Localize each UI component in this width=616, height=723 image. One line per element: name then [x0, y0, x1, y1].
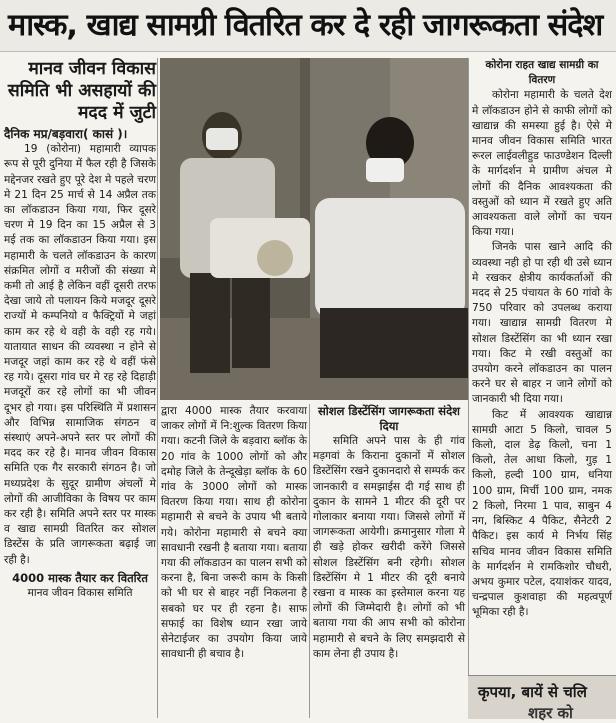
column-4 — [472, 58, 612, 675]
col1-subhead: 4000 मास्क तैयार कर वितरित — [12, 570, 148, 585]
ad-line-2: शहर को — [528, 704, 573, 722]
col4-paragraph-2: जिनके पास खाने आदि की व्यवस्था नही हो पा रही थी उसे ध्यान मे रखकर क्षेत्रीय कार्यकर्ताओं की मदद से 25 पंचायत के 60 गांवो के 750 परिवार को उपलब्ध कराया गया। खाद्यान्न सामग्री वितरण मे सोशल डिस्टेंसिंग का भी ध्यान रखा गया। किट मे रखी वस्तुओं का उपयोग करने लॉकडाउन का पालन करने घर से बाहर न जाने लोगों को जानकारी भी दिया गया। — [472, 241, 612, 406]
col3-paragraph: समिति अपने पास के ही गांव मड़गवां के किराना दुकानों में सोशल डिस्टेंसिंग रखने दुकानदारो से सम्पर्क कर जानकारी व समझाईस दी गई साथ ही दुकान के सामने 1 मीटर की दूरी पर गोलाकार बनाया गया। जिससे लोगों में जागरूकता आयेगी। क्रमानुसार गोला मे ही खड़े होकर खरीदी करेंगे जिससे सोशल डिस्टेंसिंग बनी रहेगी। सोशल डिस्टेंसिंग मे 1 मीटर की दूरी बनाये रखना व मास्क का इस्तेमाल करना यह लोगों की जिम्मेदारी है। लोगों को भी बताया गया की आप सभी को कोरोना महामारी से बचने के लिए समझदारी से काम लेना ही उपाय है। — [313, 435, 465, 660]
col1-tail: मानव जीवन विकास समिति — [27, 586, 133, 599]
column-1 — [4, 58, 156, 718]
column-2 — [161, 404, 307, 718]
column-3 — [313, 404, 465, 718]
col2-paragraph: द्वारा 4000 मास्क तैयार करवाया जाकर लोगों में नि:शुल्क वितरण किया गया। कटनी जिले के बड़वारा ब्लॉक के 20 गांव के 1000 लोगों को और दमोह जिले के तेन्दूखेड़ा ब्लॉक के 60 गांव के 3000 लोगों को मास्क वितरण किया गया। साथ ही कोरोना महामारी से बचने के उपाय भी बताये गये। कोरोना महामारी से बचने क्या सावधानी रखनी है बताया गया। बताया गया की लॉकडाउन का पालन सभी को करना है, बिना जरूरी काम के किसी को भी घर से बाहर नहीं निकलना है सबको घर पर ही रहना है। साफ सफाई का विशेष ध्यान रखा जाये सेनेटाईजर का उपयोग किया जाये सावधानी ही बचाव है। — [161, 405, 307, 661]
advertisement-strip — [468, 675, 616, 722]
headline-banner — [0, 0, 616, 52]
col4-subhead: कोरोना राहत खाद्य सामग्री का वितरण — [485, 59, 599, 87]
column-divider — [157, 58, 158, 718]
col3-subhead: सोशल डिस्टेंसिंग जागरूकता संदेश दिया — [318, 404, 460, 433]
news-photo — [160, 58, 468, 400]
column-divider — [309, 404, 310, 718]
headline: मास्क, खाद्य सामग्री वितरित कर दे रही जागरूकता संदेश — [8, 8, 603, 43]
column-divider — [468, 58, 469, 675]
subheadline: मानव जीवन विकास समिति भी असहायों की मदद में जुटी — [7, 59, 156, 123]
ad-line-1: कृपया, बायें से चलि — [478, 683, 587, 701]
col4-paragraph-3: किट में आवश्यक खाद्यान्न सामग्री आटा 5 किलो, चावल 5 किलो, दाल डेढ़ किलो, चना 1 किलो, तेल आधा किलो, गुड़ 1 किलो, हल्दी 100 ग्राम, धनिया 100 ग्राम, मिर्ची 100 ग्राम, नमक 2 किलो, निरमा 1 पाव, साबुन 4 नग, बिस्किट 4 पैकिट, सैनेटरी 2 पैकिट। इस कार्य मे निर्भय सिंह सचिव मानव जीवन विकास समिति के मार्गदर्शन मे रामकिशोर चौधरी, अभय कुमार पटेल, दयाशंकर यादव, चन्द्रपाल कुशवाहा की महत्वपूर्ण भूमिका रही है। — [472, 408, 612, 619]
dateline: दैनिक मप्र/बड़वारा( कासं )। — [4, 127, 128, 141]
col4-paragraph-1: कोरोना महामारी के चलते देश मे लॉकडाउन होने से काफी लोगों को खाद्यान्न की समस्या हुई है। ऐसे मे मानव जीवन विकास समिति भारत रूरल लाईवलीहुड फाउण्डेशन दिल्ली के मार्गदर्शन मे ग्रामीण अंचल मे लोगों की दैनिक आवश्यकता की वस्तुओं को ध्यान में रखते हुए अति आवश्यकता वाले लोगों का चयन किया गया। — [472, 89, 612, 239]
col1-paragraph: 19 (कोरोना) महामारी व्यापक रूप से पूरी दुनिया में फैल रही है जिसके मद्देनजर रखते हुए पूरे देश मे पहले चरण मे 21 दिन 25 मार्च से 14 अप्रैल तक का लॉकडाउन किया गया, फिर दूसरे चरण मे 19 दिन का 15 अप्रैल से 3 मई तक का लॉकडाउन किया गया। इस महामारी के चलते लॉकडाउन के कारण संक्रमित लोगों व मरीजों की संख्या मे कमी तो आई है लेकिन वहीं दूसरी तरफ देखा जाये तो पलायन किये मजदूर दूसरे राज्यों मे कम्पनियो व फैक्ट्रियों मे जहां काम कर रहे थे वही के वही रह गये। यातायात साधन की व्यवस्था न होने से मजदूर जहां काम कर रहे थे वहीं फंसे रह गये। दूसरा गांव घर मे रह रहे दिहाड़ी मजदूरों कर रहे लोगों का भी जीवन दूभर हो गया। इस परिस्थिति में प्रशासन और विभिन्न सामाजिक संगठन व संस्थाएं अपने-अपने स्तर पर लोगों की मदद कर रहे है। मानव जीवन विकास समिति एक गैर सरकारी संगठन है। जो मध्यप्रदेश के सुदूर ग्रामीण अंचलों मे लोगों की आजीविका के विषय पर काम कर रही है। समिति अपने स्तर पर मास्क व खाद्य सामग्री वितरित कर सोशल डिस्टेंस के प्रति जागरूकता बढ़ाई जा रही है। — [4, 143, 156, 566]
photo-illustration — [160, 58, 468, 400]
